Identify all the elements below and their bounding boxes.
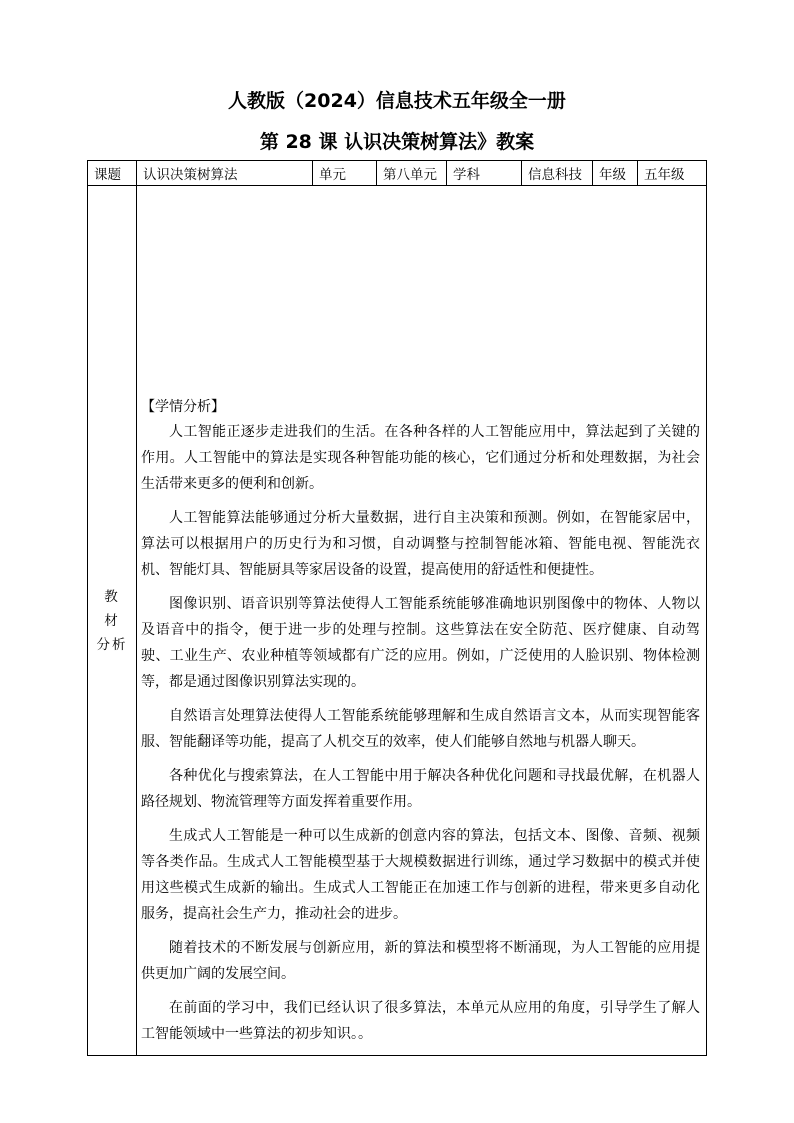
section-label — [88, 186, 137, 1056]
paragraph: 在前面的学习中，我们已经认识了很多算法，本单元从应用的角度，引导学生了解人工智能领域中一些算法的初步知识。。 — [141, 1000, 700, 1042]
subject-label: 学科 — [447, 161, 522, 186]
paragraph: 人工智能正逐步走进我们的生活。在各种各样的人工智能应用中，算法起到了关键的作用。人工智能中的算法是实现各种智能功能的核心，它们通过分析和处理数据，为社会生活带来更多的便利和创新。 — [141, 424, 700, 492]
analysis-row — [88, 186, 707, 1056]
paragraph: 人工智能算法能够通过分析大量数据，进行自主决策和预测。例如，在智能家居中，算法可以根据用户的历史行为和习惯，自动调整与控制智能冰箱、智能电视、智能洗衣机、智能灯具、智能厨具等家居设备的设置，提高使用的舒适性和便捷性。 — [141, 510, 700, 578]
subject-value: 信息科技 — [522, 161, 593, 186]
blank-space — [141, 186, 700, 395]
topic-value: 认识决策树算法 — [137, 161, 313, 186]
header-row — [88, 161, 707, 186]
paragraph: 随着技术的不断发展与创新应用，新的算法和模型将不断涌现，为人工智能的应用提供更加广阔的发展空间。 — [141, 940, 700, 982]
lesson-title: 第 28 课 认识决策树算法》教案 — [259, 131, 535, 153]
document-title: 人教版（2024）信息技术五年级全一册 — [228, 90, 566, 112]
unit-label: 单元 — [313, 161, 377, 186]
section-label-line2: 分析 — [96, 636, 128, 653]
paragraph: 图像识别、语音识别等算法使得人工智能系统能够准确地识别图像中的物体、人物以及语音中的指令，便于进一步的处理与控制。这些算法在安全防范、医疗健康、自动驾驶、工业生产、农业种植等领域都有广泛的应用。例如，广泛使用的人脸识别、物体检测等，都是通过图像识别算法实现的。 — [141, 596, 700, 690]
section-label-line1: 教 材 — [104, 588, 120, 629]
lesson-plan-table — [87, 160, 707, 1056]
paragraph: 自然语言处理算法使得人工智能系统能够理解和生成自然语言文本，从而实现智能客服、智能翻译等功能，提高了人机交互的效率，使人们能够自然地与机器人聊天。 — [141, 708, 700, 750]
paragraph: 生成式人工智能是一种可以生成新的创意内容的算法，包括文本、图像、音频、视频等各类作品。生成式人工智能模型基于大规模数据进行训练，通过学习数据中的模式并使用这些模式生成新的输出。生成式人工智能正在加速工作与创新的进程，带来更多自动化服务，提高社会生产力，推动社会的进步。 — [141, 828, 700, 922]
unit-value: 第八单元 — [377, 161, 447, 186]
topic-label: 课题 — [88, 161, 137, 186]
grade-label: 年级 — [593, 161, 638, 186]
grade-value: 五年级 — [638, 161, 707, 186]
analysis-content — [137, 186, 707, 1056]
section-heading: 【学情分析】 — [141, 399, 225, 415]
paragraph: 各种优化与搜索算法，在人工智能中用于解决各种优化问题和寻找最优解，在机器人路径规划、物流管理等方面发挥着重要作用。 — [141, 768, 700, 810]
